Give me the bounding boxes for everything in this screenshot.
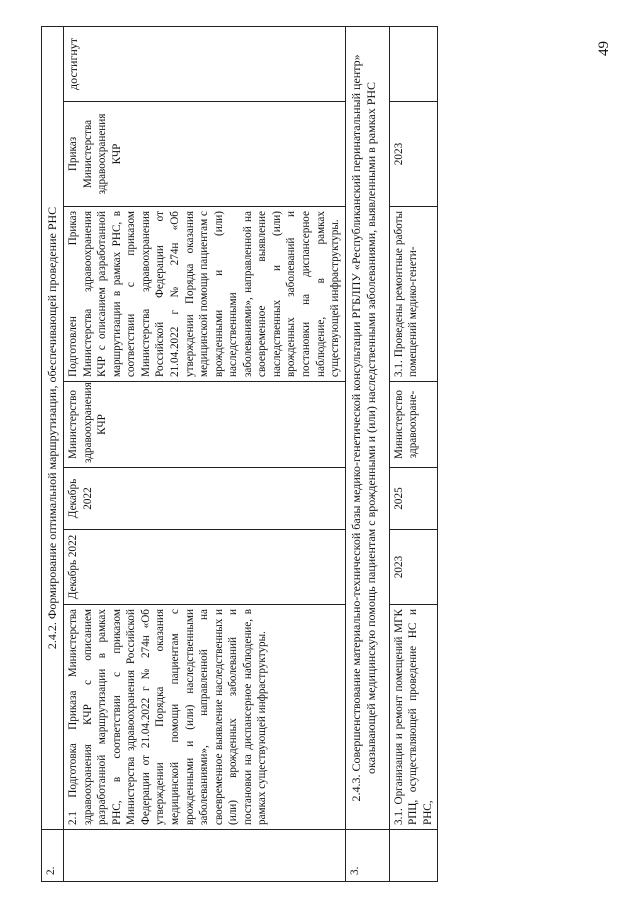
- section-heading: 2.4.3. Совершенствование материально-технической базы медико-генетической консультации РГБЛПУ «Республиканский перинатальный центр» оказывающей медицинскую помощь пациентам с врожденными и (или) наследственными заболеваниями, выявленными в рамках РНС: [345, 26, 389, 829]
- indicator-cell: [389, 26, 438, 101]
- result-cell: Подготовлен Приказ Министерства здравоохранения КЧР с описанием разработанной маршрутизации в рамках РНС, в соответствии с приказом Министерства здравоохранения Российской Федерации от 21.04.2022 г № 274н «Об утверждении Порядка оказания медицинской помощи пациентам с врожденными и (или) наследственными заболеваниями», направленной на своевременное выявление наследственных и (или) врожденных заболеваний и постановки на диспансерное наблюдение, в рамках существующей инфраструктуры.: [64, 207, 346, 382]
- task-cell: 2.1 Подготовка Приказа Министерства здравоохранения КЧР с описанием разработанной маршрутизации в рамках РНС, в соответствии с приказом Министерства здравоохранения Российской Федерации от 21.04.2022 г № 274н «Об утверждении Порядка оказания медицинской помощи пациентам с врожденными и (или) наследственными заболеваниями», направленной на своевременное выявление наследственных и (или) врожденных заболеваний и постановки на диспансерное наблюдение, в рамках существующей инфраструктуры.: [64, 605, 346, 830]
- document-cell: 2023: [389, 102, 438, 207]
- row-number: 3.: [345, 830, 389, 882]
- document-cell: Приказ Министерства здравоохранения КЧР: [64, 102, 346, 207]
- row-number-empty: [389, 830, 438, 882]
- task-cell: 3.1. Организация и ремонт помещений МГК РПЦ, осуществляющей проведение НС и РНС,: [389, 605, 438, 830]
- table-row: [42, 26, 64, 881]
- end-date-cell: 2025: [389, 468, 438, 530]
- table-row: [389, 26, 438, 881]
- row-number: 2.: [42, 830, 64, 882]
- table-row: [64, 26, 346, 881]
- responsible-cell: Министерство здравоохранения КЧР: [64, 382, 346, 468]
- plan-table: [41, 26, 438, 882]
- responsible-cell: Министерство здравоохране-: [389, 382, 438, 468]
- indicator-cell: достигнут: [64, 26, 346, 101]
- row-number-empty: [64, 830, 346, 882]
- table-row: [345, 26, 389, 881]
- end-date-cell: Декабрь 2022: [64, 468, 346, 530]
- start-date-cell: 2023: [389, 530, 438, 605]
- start-date-cell: Декабрь 2022: [64, 530, 346, 605]
- section-heading: 2.4.2. Формирование оптимальной маршрутизации, обеспечивающей проведение РНС: [42, 26, 64, 829]
- page-number: 49: [596, 41, 612, 56]
- result-cell: 3.1. Проведены ремонтные работы помещений медико-генети-: [389, 207, 438, 382]
- rotated-table-sheet: [41, 27, 621, 882]
